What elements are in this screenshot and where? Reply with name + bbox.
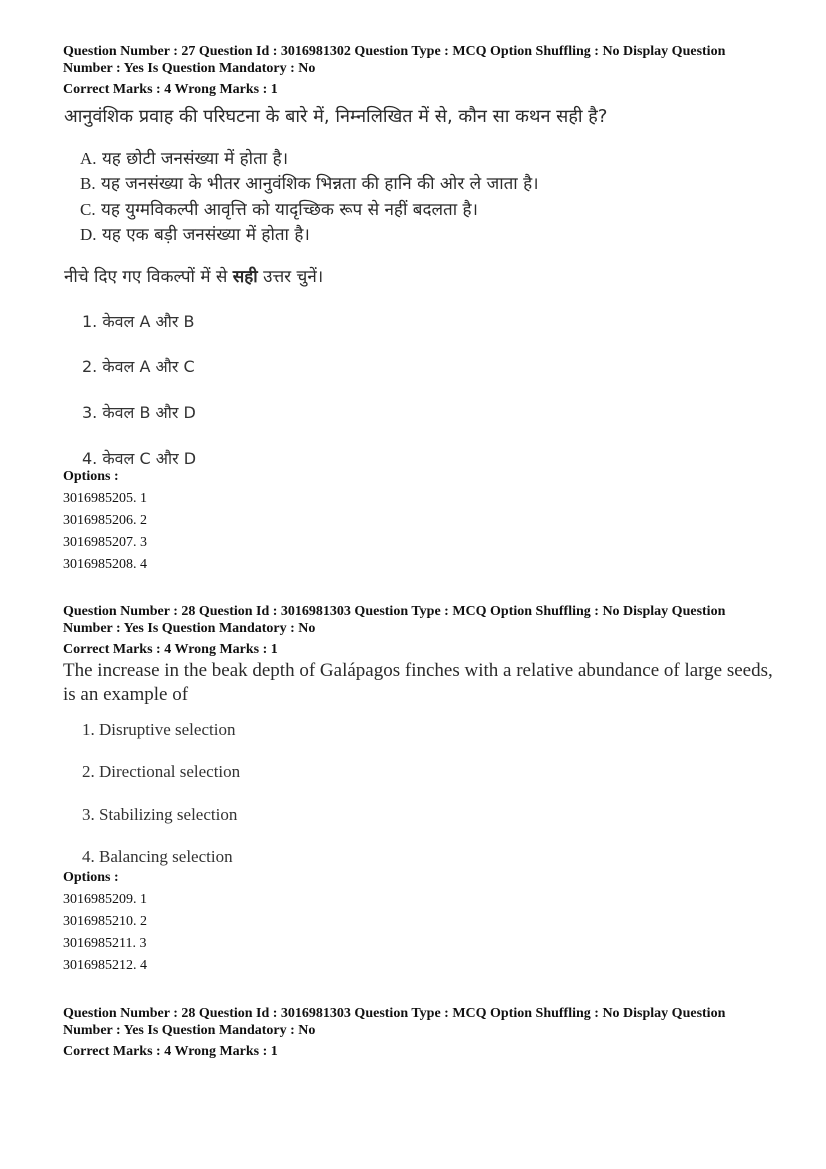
question-27-meta: [63, 43, 773, 98]
statement-label: A.: [80, 149, 97, 168]
statement-label: B.: [80, 174, 96, 193]
option-id-4: 3016985208. 4: [63, 557, 147, 572]
question-28-repeat-meta: [63, 1005, 773, 1060]
statement-text: यह युग्मविकल्पी आवृत्ति को यादृच्छिक रूप से नहीं बदलता है।: [101, 200, 478, 220]
statement-c: [80, 197, 478, 220]
choice-4: 4. Balancing selection: [82, 847, 233, 866]
statement-d: [80, 222, 310, 245]
choice-1: 1. केवल A और B: [82, 312, 195, 331]
choice-4: 4. केवल C और D: [82, 449, 197, 468]
meta-line-1: Question Number : 27 Question Id : 3016981302 Question Type : MCQ Option Shuffling : No Display Question: [63, 44, 726, 59]
option-id-1: 3016985205. 1: [63, 491, 147, 506]
meta-line-1: Question Number : 28 Question Id : 3016981303 Question Type : MCQ Option Shuffling : No Display Question: [63, 604, 726, 619]
choice-2: 2. Directional selection: [82, 762, 241, 781]
option-id-2: 3016985206. 2: [63, 513, 147, 528]
marks-line: Correct Marks : 4 Wrong Marks : 1: [63, 82, 278, 97]
marks-line: Correct Marks : 4 Wrong Marks : 1: [63, 1044, 278, 1059]
meta-line-1: Question Number : 28 Question Id : 3016981303 Question Type : MCQ Option Shuffling : No Display Question: [63, 1006, 726, 1021]
statement-label: D.: [80, 225, 97, 244]
statement-b: [80, 171, 539, 194]
meta-line-2: Number : Yes Is Question Mandatory : No: [63, 1023, 316, 1038]
statement-text: यह जनसंख्या के भीतर आनुवंशिक भिन्नता की हानि की ओर ले जाता है।: [101, 174, 539, 194]
instruction-pre: नीचे दिए गए विकल्पों में से: [64, 267, 233, 287]
choice-2: 2. केवल A और C: [82, 357, 195, 376]
instruction-bold: सही: [232, 267, 258, 287]
question-27-text: आनुवंशिक प्रवाह की परिघटना के बारे में, निम्नलिखित में से, कौन सा कथन सही है?: [64, 106, 608, 127]
meta-line-2: Number : Yes Is Question Mandatory : No: [63, 621, 316, 636]
option-id-4: 3016985212. 4: [63, 958, 147, 973]
choice-3: 3. केवल B और D: [82, 403, 196, 422]
question-28-text: The increase in the beak depth of Galápagos finches with a relative abundance of large seeds, is an example of: [63, 660, 773, 705]
choice-3: 3. Stabilizing selection: [82, 805, 238, 824]
options-heading: Options :: [63, 469, 119, 484]
option-id-3: 3016985211. 3: [63, 936, 147, 951]
instruction-text: [64, 264, 323, 287]
choice-1: 1. Disruptive selection: [82, 720, 236, 739]
meta-line-2: Number : Yes Is Question Mandatory : No: [63, 61, 316, 76]
question-28-meta: [63, 603, 773, 658]
statement-text: यह छोटी जनसंख्या में होता है।: [101, 149, 289, 169]
marks-line: Correct Marks : 4 Wrong Marks : 1: [63, 642, 278, 657]
statement-text: यह एक बड़ी जनसंख्या में होता है।: [101, 225, 310, 245]
statement-a: [80, 146, 288, 169]
instruction-post: उत्तर चुनें।: [257, 267, 324, 287]
options-heading: Options :: [63, 870, 119, 885]
option-id-2: 3016985210. 2: [63, 914, 147, 929]
statement-label: C.: [80, 200, 96, 219]
option-id-3: 3016985207. 3: [63, 535, 147, 550]
option-id-1: 3016985209. 1: [63, 892, 147, 907]
